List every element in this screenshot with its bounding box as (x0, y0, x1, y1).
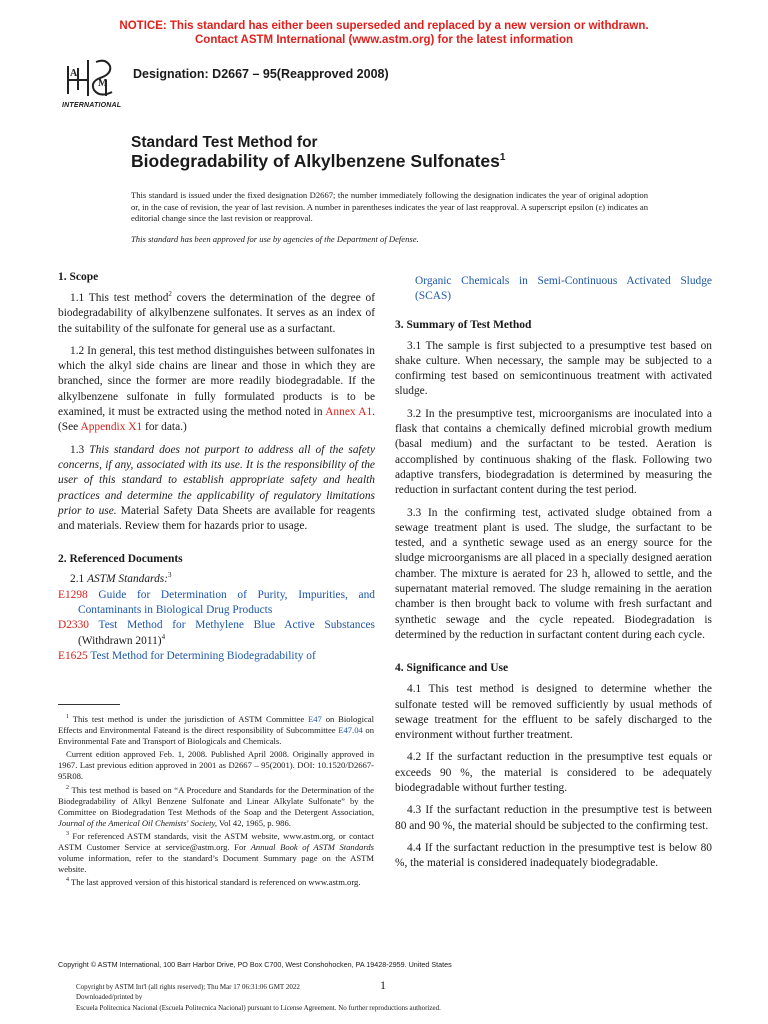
notice-line-1: NOTICE: This standard has either been superseded and replaced by a new version or withdrawn. (119, 20, 649, 32)
s2-1-sup: 3 (168, 571, 172, 580)
ref-code-e1298[interactable]: E1298 (58, 588, 88, 601)
title-line-2 (131, 151, 505, 172)
section-4-1: 4.1 This test method is designed to determine whether the sulfonate tested will be removed sufficiently by usual methods of sewage treatment for the effluent to be safely discharged to the environment without further treatment. (395, 683, 712, 742)
s1-3-num: 1.3 (70, 443, 90, 456)
section-3-3: 3.3 In the confirming test, activated sludge obtained from a sewage treatment plant is used. The sludge, the surfactant to be tested, and a synthetic sewage used as an energy source for the sludge microorganisms are all placed in a specially designed aeration chamber. The mixture is aerated for 23 h, allowed to settle, and the supernatant material removed. The sludge remaining in the aeration chamber is then brought back to volume with fresh surfactant and synthetic sewage and the cycle repeated. Biodegradation is determined by the reduction in surfactant content during each cycle. (395, 506, 712, 641)
s2-1-italic: ASTM Standards: (87, 573, 168, 586)
section-1-1 (58, 291, 375, 337)
fn3-text-a: For referenced ASTM standards, visit the ASTM website, www.astm.org, or contact ASTM Customer Service at service@astm.org. For (58, 830, 374, 853)
s1-2-text-b: . (See (58, 406, 376, 434)
copyright-line: Copyright © ASTM International, 100 Barr Harbor Drive, PO Box C700, West Conshohocken, PA 19428-2959. United States (58, 960, 452, 969)
section-2-1 (58, 572, 375, 587)
committee-e47-link[interactable]: E47 (308, 714, 322, 724)
s2-1-num: 2.1 (70, 573, 88, 586)
fn2-text-b: Vol 42, 1965, p. 986. (216, 817, 291, 828)
fn4-text: The last approved version of this historical standard is referenced on www.astm.org. (69, 877, 361, 888)
appendix-x1-link[interactable]: Appendix X1 (80, 421, 143, 434)
summary-heading: 3. Summary of Test Method (395, 318, 532, 331)
license-stamp-2: Downloaded/printed by (76, 993, 143, 1001)
svg-text:M: M (98, 78, 108, 89)
section-1-3 (58, 443, 375, 535)
title-line-1: Standard Test Method for (131, 134, 318, 151)
dod-approval-text: This standard has been approved for use by agencies of the Department of Defense. (131, 234, 419, 244)
fn3-text-b: volume information, refer to the standard’s Document Summary page on the ASTM website. (58, 853, 374, 875)
ref-title-d2330[interactable]: Test Method for Methylene Blue Active Substances (89, 619, 375, 632)
fn1-text-b: on Biological Effects and Environmental Fateand is the direct responsibility of Subcommittee (58, 714, 374, 736)
section-1-2 (58, 344, 375, 436)
ref-d2330 (58, 618, 375, 649)
footnote-1 (58, 712, 374, 747)
ref-title-e1625-cont[interactable]: Organic Chemicals in Semi-Continuous Activated Sludge (SCAS) (415, 275, 712, 303)
section-4-3: 4.3 If the surfactant reduction in the presumptive test is between 80 and 90 %, the material should be subjected to the confirming test. (395, 804, 712, 832)
fn4-mark: 4 (66, 877, 69, 884)
s1-1-text: 1.1 This test method (70, 292, 169, 304)
left-column (58, 270, 375, 664)
intro-paragraph: This standard is issued under the fixed designation D2667; the number immediately following the designation indicates the year of original adoption or, in the case of revision, the year of last revision. A number in parentheses indicates the year of last reapproval. A superscript epsilon (ε) indicates an editorial change since the last revision or reapproval. (131, 190, 648, 224)
ref-suffix-d2330: (Withdrawn 2011) (78, 634, 162, 647)
fn3-italic: Annual Book of ASTM Standards (250, 842, 374, 853)
license-stamp-3: Escuela Politecnica Nacional (Escuela Politecnica Nacional) pursuant to License Agreement. No further reproductions authorized. (76, 1004, 441, 1012)
fn1-text-c: on Environmental Fate and Transport of Biologicals and Chemicals. (58, 725, 375, 747)
page-number: 1 (380, 978, 386, 992)
section-4-2: 4.2 If the surfactant reduction in the presumptive test equals or exceeds 90 %, the material is considered to be adequately biodegradable without further testing. (395, 751, 712, 795)
fn1-text-a: This test method is under the jurisdiction of ASTM Committee (69, 714, 309, 724)
ref-e1625-continued (395, 274, 712, 305)
title-footnote-mark: 1 (499, 152, 506, 163)
logo-subtext: INTERNATIONAL (62, 102, 122, 109)
title-text: Biodegradability of Alkylbenzene Sulfonates (131, 151, 500, 171)
fn2-italic: Journal of the Americal Oil Chemists' Society, (58, 817, 217, 828)
fn1-mark: 1 (66, 714, 69, 720)
footnote-2 (58, 783, 374, 829)
subcommittee-e47-04-link[interactable]: E47.04 (338, 725, 363, 736)
astm-logo (60, 56, 124, 112)
fn3-mark: 3 (66, 830, 69, 837)
fn2-mark: 2 (66, 784, 69, 791)
ref-code-d2330[interactable]: D2330 (58, 619, 90, 632)
ref-e1625 (58, 649, 375, 664)
ref-sup-d2330: 4 (161, 632, 166, 641)
referenced-documents-heading: 2. Referenced Documents (58, 553, 183, 566)
ref-code-e1625[interactable]: E1625 (58, 649, 88, 662)
s1-2-text: 1.2 In general, this test method distinguishes between sulfonates in which the alkyl side chains are linear and those in which they are branched, since the former are more readily biodegradable. If the alkylbenzene sulfonate in fully formulated products is to be examined, it must be extracted using the method noted in (58, 344, 375, 419)
ref-e1298 (58, 588, 375, 619)
right-column (395, 274, 712, 872)
footnotes (58, 712, 374, 888)
s1-1-sup: 2 (168, 290, 172, 298)
section-3-2: 3.2 In the presumptive test, microorganisms are inoculated into a flask that contains a chemically defined microbial growth medium (basal medium) and the surfactant to be tested. Aeration is accomplished by continuous shaking of the flask. Following two adaptive transfers, biodegradation is determined by measuring the reduction in surfactant content during the test period. (395, 407, 712, 497)
fn2-text-a: This test method is based on “A Procedure and Standards for the Determination of the Biodegradability of Alkyl Benzene Sulfonate and Linear Alkylate Sulfonate” by the Committee on Biodegradation Test Methods of the Soap and the Detergent Association, (58, 784, 374, 817)
section-4-4: 4.4 If the surfactant reduction in the presumptive test is below 80 %, the material is considered inadequately biodegradable. (395, 841, 712, 870)
scope-heading: 1. Scope (58, 271, 99, 283)
section-3-1: 3.1 The sample is first subjected to a presumptive test based on shake culture. When necessary, the sample may be subjected to a confirming test based on semicontinuous treatment with activated sludge. (395, 339, 712, 398)
s1-3-italic: This standard does not purport to address all of the safety concerns, if any, associated with its use. It is the responsibility of the user of this standard to establish appropriate safety and health practices and determine the applicability of regulatory limitations prior to use. (58, 443, 375, 517)
svg-text:A: A (70, 68, 78, 79)
ref-title-e1298[interactable]: Guide for Determination of Purity, Impurities, and Contaminants in Biological Drug Products (78, 588, 375, 617)
footnote-edition: Current edition approved Feb. 1, 2008. Published April 2008. Originally approved in 1967. Last previous edition approved in 2001 as D2667 – 95(2001). DOI: 10.1520/D2667-95R08. (58, 749, 374, 782)
s1-2-text-c: for data.) (142, 421, 187, 434)
s1-1-text-b: covers the determination of the degree of biodegradability of alkylbenzene sulfonates. It serves as an index of the suitability of the sulfonate for general use as a surfactant. (58, 292, 375, 335)
notice-line-2: Contact ASTM International (www.astm.org) for the latest information (194, 34, 574, 46)
s1-3-rest: Material Safety Data Sheets are available for reagents and materials. Review them for hazards prior to usage. (58, 504, 375, 533)
designation: Designation: D2667 – 95(Reapproved 2008) (133, 67, 389, 81)
license-stamp-1: Copyright by ASTM Int'l (all rights reserved); Thu Mar 17 06:31:06 GMT 2022 (76, 983, 300, 991)
footnote-4 (58, 875, 374, 888)
annex-a1-link[interactable]: Annex A1 (325, 406, 373, 419)
ref-title-e1625[interactable]: Test Method for Determining Biodegradability of (87, 649, 316, 662)
footnote-3 (58, 829, 374, 875)
footnote-rule (58, 704, 120, 705)
significance-heading: 4. Significance and Use (395, 662, 509, 675)
dod-approval-note (131, 234, 648, 246)
